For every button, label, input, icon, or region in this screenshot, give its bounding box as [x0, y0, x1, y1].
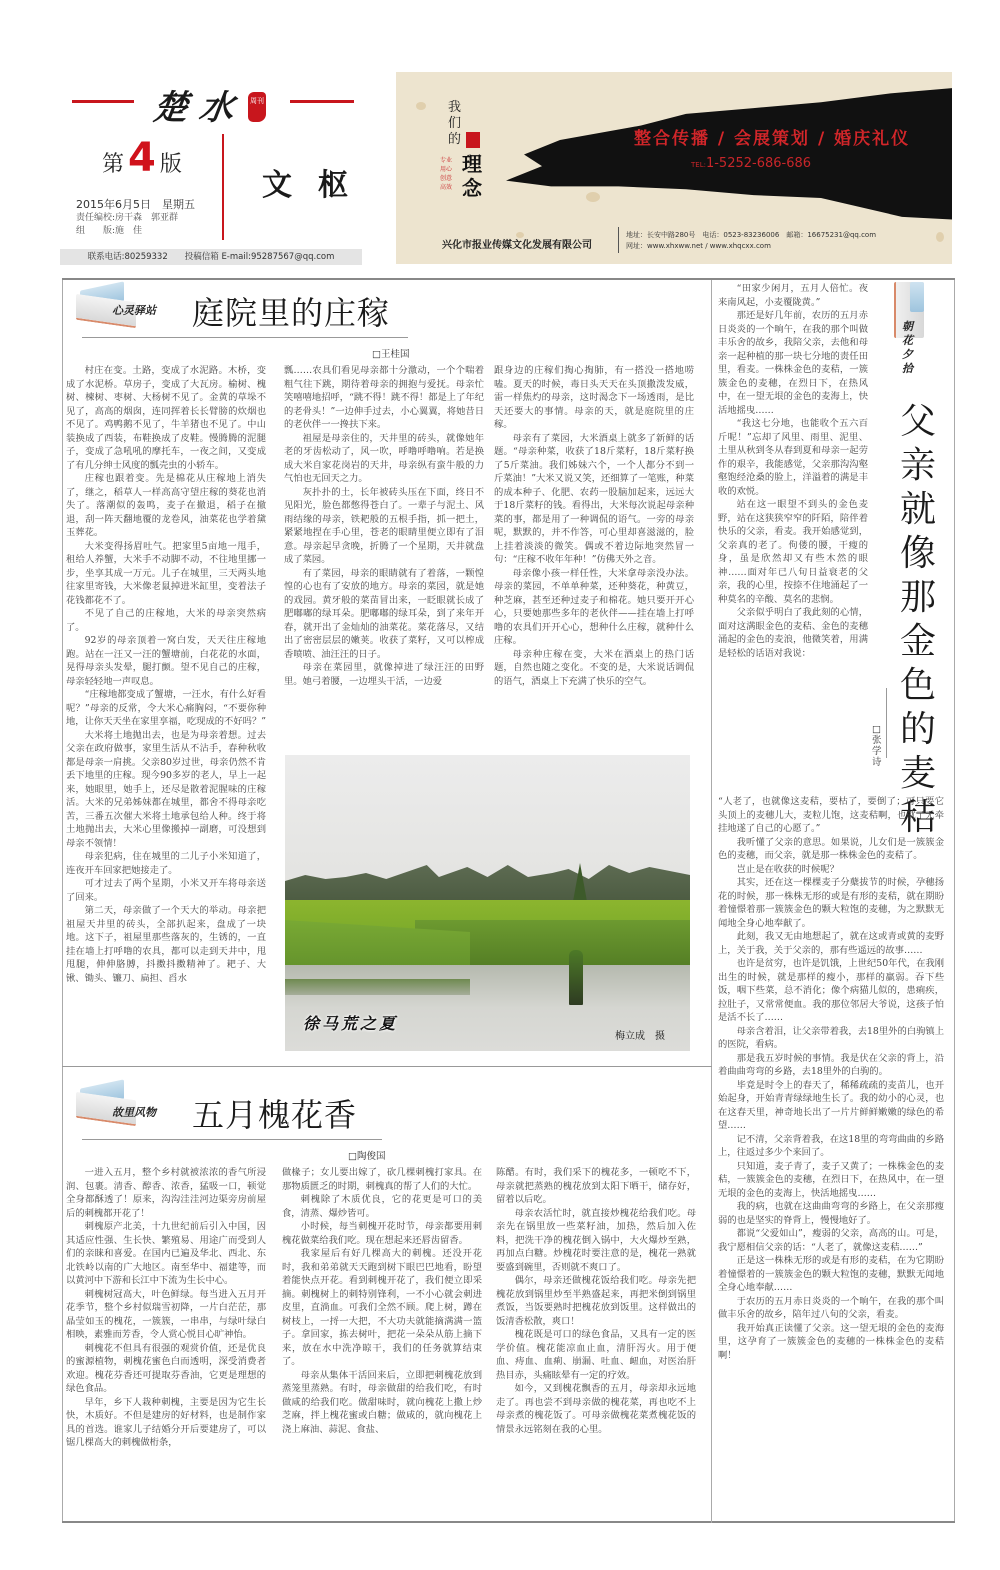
- paragraph: “田家少闲月，五月人倍忙。夜来南风起，小麦覆陇黄。”: [718, 283, 868, 308]
- paper-stain: [586, 192, 600, 202]
- column-kicker-vertical: 朝花夕拾: [902, 320, 913, 375]
- ad-telephone: [691, 156, 811, 171]
- contact-bar: 联系电话:80259332 投稿信箱 E-mail:95287567@qq.com: [60, 249, 362, 265]
- paragraph: “我这七分地，也能收个五六百斤呢！”忘却了风里、雨里、泥里、土里从秋到冬从春到夏和母亲一起劳作的艰辛，我能感觉，父亲那沟沟壑壑饱经沧桑的脸上，洋溢着的满是丰收的欢悦。: [718, 418, 868, 497]
- ad-seal: [466, 132, 480, 148]
- paragraph: 只知道，麦子青了，麦子又黄了；一株株金色的麦秸，一簇簇金色的麦穗，在烈日下，在热风中，在一望无垠的金色的麦海上，快活地摇曳……: [718, 1160, 944, 1199]
- frame-border-left: [62, 280, 63, 1521]
- section-name: 文枢: [262, 168, 374, 203]
- paragraph: 岂止是在收获的时候呢？: [736, 863, 839, 875]
- paragraph: 大米变得扬眉吐气。把家里5亩地一甩手，租给人养蟹，大米手不动脚不动，不往地里挪一步，坐享其成一万元。儿子在城里，三天两头地往家里寄钱，大米像老鼠掉进米缸里，变着法子花钱都花不了。: [66, 540, 266, 606]
- ad-contact-info: [626, 230, 876, 252]
- layout-line: 组 版:施 佳: [76, 226, 143, 236]
- paragraph: 母亲在菜园里，就像掉进了绿汪汪的田野里。她弓着腰，一边埋头干活，一边爱: [284, 662, 484, 687]
- tel-number: 1-5252-686-686: [705, 156, 812, 171]
- paragraph: 陈醋。有时，我们采下的槐花多，一顿吃不下，母亲就把蒸熟的槐花放到太阳下晒干，储存好，留着以后吃。: [496, 1167, 696, 1205]
- ink-brushstroke: [506, 82, 952, 227]
- paragraph: “庄稼地都变成了蟹塘，一汪水，有什么好看呢？”母亲的反常，令大米心痛胸闷，“不要你种地，让你天天坐在家里享福，吃现成的不好吗？”: [66, 689, 266, 727]
- paragraph: 都说“父爱如山”，瘦弱的父亲，高高的山。可是，我宁愿相信父亲的话：“人老了，就像这麦秸……”: [718, 1228, 944, 1253]
- paragraph: 跟身边的庄稼们掏心掏肺，有一搭没一搭地唠嗑。夏天的时候，毒日头天天在头顶撒泼发威，雷一样焦灼的母亲，这时渴念下一场透雨，是比天还要大的事情。母亲的天，就是庭院里的庄稼。: [494, 365, 694, 430]
- paragraph: 刺槐除了木质优良，它的花更是可口的美食，清蒸、爆炒皆可。: [282, 1194, 482, 1219]
- paragraph: 那是我五岁时候的事情。我是伏在父亲的背上，沿着曲曲弯弯的乡路，去18里外的白驹的。: [718, 1052, 944, 1077]
- ad-slogan: 整合传播 / 会展策划 / 婚庆礼仪: [634, 129, 911, 149]
- paragraph: 我听懂了父亲的意思。如果说，儿女们是一簇簇金色的麦穗，而父亲，就是那一株株金色的麦秸了。: [718, 836, 944, 861]
- paragraph: 也许是贫穷，也许是饥饿，上世纪50年代，在我刚出生的时候，就是那样的瘦小，那样的羸弱。吞下些饭，咽下些菜，总不消化；像个病猫儿似的，患痢疾，拉肚子，又常常便血。我的那位邻居大爷说，这孩子怕是活不长了……: [718, 958, 944, 1023]
- article2-column-1: [66, 1166, 266, 1516]
- paper-stain: [416, 102, 426, 110]
- masthead: [62, 72, 392, 262]
- paragraph: 大米将土地抛出去，也是为母亲着想。过去父亲在政府做事，家里生活从不沾手，春种秋收都是母亲一肩挑。父亲80岁过世，母亲仍然不肯丢下地里的庄稼。现今90多岁的老人，早上一起来，她眼里，她手上，还尽是散着泥腥味的庄稼活。大米的兄弟姊妹都在城里，都舍不得母亲吃苦，三番五次催大米将土地承包给人种。终于将土地抛出去，大米心里像搬掉一副磨，可没想到母亲不领情！: [66, 729, 266, 849]
- paragraph: 瓢……农具们看见母亲都十分激动，一个个喘着粗气往下跳，期待着母亲的拥抱与爱抚。母亲忙笑嘻嘻地招呼，“跳不得！跳不得！都是上了年纪的老骨头！”一边伸手过去，小心翼翼，将她昔日的老伙伴一一搀扶下来。: [284, 365, 484, 430]
- paragraph: 刺槐原产北美，十九世纪前后引入中国，因其适应性强、生长快、繁殖易、用途广而受到人们的亲睐和喜爱。在国内已遍及华北、西北、东北铁岭以南的广大地区。南至华中、福建等，而以黄河中下游和长江中下流为生长中心。: [66, 1221, 266, 1286]
- paragraph: 有了菜园，母亲的眼睛就有了着落，一颗惶惶的心也有了安放的地方。母亲的菜园，就是她的戏园。黄牙般的菜苗冒出来，一眨眼就长成了肥嘟嘟的绿耳朵。肥嘟嘟的绿耳朵，到了来年开春，就开出了金灿灿的油菜花。菜花落尽，又结出了密密层层的嫩荚。收获了菜籽，又可以榨成香喷喷、油汪汪的日子。: [284, 567, 484, 660]
- paragraph: 庄稼也跟着变。先是棉花从庄稼地上消失了，继之，稻草人一样高高守望庄稼的葵花也消失了。落潮似的轰鸣，麦子在撤退，稻子在撤退，刮一阵天翻地覆的龙卷风，油菜花也学着黛玉葬花。: [66, 473, 266, 538]
- section-divider: [62, 1066, 712, 1067]
- paragraph: 灰扑扑的土，长年被砖头压在下面，终日不见阳光，脸色都憋得苍白了。一辈子与泥土、风雨结缘的母亲，铁耙般的五根手指，抓一把土，紧紧地捏在手心里，苍老的眼睛里便立即有了泪意。母亲起早贪晚，折腾了一个星期，天井就盘成了菜园。: [284, 486, 484, 565]
- article2-column-3: [496, 1166, 696, 1516]
- photo-reflection: [285, 979, 470, 995]
- paragraph: 母亲像小孩一样任性，大米拿母亲没办法。母亲的菜园，不单单种菜，还种葵花，种黄豆，种芝麻，甚至还种过麦子和棉花。她只要开开心心，只要她那些多年的老伙伴——挂在墙上打呼噜的农具们开开心心，想种什么庄稼，就种什么庄稼。: [494, 567, 694, 646]
- article1-column-2: [284, 364, 484, 744]
- photo-post: [569, 950, 583, 1005]
- paragraph: 祖屋是母亲住的，天井里的砖头，就像她年老的牙齿松动了，风一吹，呼噜呼噜响。若是换成大米自家花岗岩的天井，母亲纵有蛮牛般的力气怕也无回天之力。: [284, 432, 484, 484]
- tel-label: TEL:: [691, 161, 706, 169]
- paragraph: 刺槐树冠高大，叶色鲜绿。每当进入五月开花季节，整个乡村似瑞雪初降，一片白茫茫，那晶莹如玉的槐花，一簇簇，一串串，与绿叶绿白相映，素雅而芳香，令人赏心悦目心旷神怡。: [66, 1288, 266, 1340]
- paragraph: 92岁的母亲顶着一窝白发，天天往庄稼地跑。站在一汪又一汪的蟹塘前，白花花的水面，晃得母亲头发晕，腿打颤。望不见自己的庄稼，母亲轻轻地一声叹息。: [66, 635, 266, 687]
- article3-narrow-column: [718, 282, 868, 762]
- editor-credits: [76, 212, 178, 238]
- masthead-rule-left: [72, 100, 134, 103]
- paragraph: 小时候，每当刺槐开花时节，母亲都要用刺槐花做菜给我们吃。现在想起来还唇齿留香。: [282, 1221, 482, 1246]
- paragraph: 槐花既是可口的绿色食品，又具有一定的医学价值。槐花能凉血止血，清肝泻火。用于便血、痔血、血痢、崩漏、吐血、衄血，对医治肝热目赤，头痛眩晕有一定的疗效。: [496, 1329, 696, 1381]
- column-kicker: 故里风物: [112, 1106, 156, 1119]
- article-byline-vertical: □张学诗: [872, 724, 882, 768]
- article2-column-2: [282, 1166, 482, 1516]
- paragraph: 其实，还在这一棵棵麦子分蘖拔节的时候，孕穗扬花的时候，那一株株无形的或是有形的麦秸，就在期盼着憧憬着那一簇簇金色的颗大粒饱的麦穗，为之默默无闻地全身心地奉献了。: [718, 877, 944, 929]
- paragraph: 父亲似乎明白了我此刻的心情，面对这满眼金色的麦秸、金色的麦穗涌起的金色的麦浪，他微笑着，用满是轻松的话语对我说：: [718, 607, 868, 659]
- paragraph: “人老了，也就像这麦秸，要枯了，要倒了；可只要它头顶上的麦穗儿大，麦粒儿饱，这麦秸啊，也就了无牵挂地遂了自己的心愿了。”: [718, 796, 944, 834]
- ad-motto-red: 专业 用心 创意 高效: [440, 157, 453, 191]
- paper-stain: [936, 232, 944, 242]
- article-title: 五月槐花香: [192, 1096, 358, 1134]
- title-underline: [82, 1139, 382, 1140]
- paragraph: 村庄在变。土路，变成了水泥路。木桥，变成了水泥桥。草房子，变成了大瓦房。榆树、槐树、楝树、枣树、大杨树不见了。金黄的草垛不见了，高高的烟囱，连同挥着长长臂膀的炊烟也不见了。鸡鸭鹅不见了，牛羊猪也不见了。中山装换成了西装，布鞋换成了皮鞋。慢腾腾的泥腿子，变成了急吼吼的摩托车，一夜之间，又变成了有几分绅士风度的瓢壳虫的小轿车。: [66, 365, 266, 471]
- editor-line: 责任编校:房干森 郭亚群: [76, 213, 179, 223]
- ad-divider: [618, 227, 619, 253]
- paragraph: 记不清，父亲背着我，在这18里的弯弯曲曲的乡路上，往返过多少个来回了。: [718, 1133, 944, 1158]
- paragraph: 一进入五月，整个乡村就被浓浓的香气所浸润、包裹。清香、醇香、浓香，猛吸一口，顿觉全身都酥透了！原来，沟沟洼洼河边渠旁房前屋后的刺槐都开花了！: [66, 1167, 266, 1219]
- ad-idea: 理念: [462, 152, 482, 200]
- paragraph: 我家屋后有好几棵高大的刺槐。还没开花时，我和弟弟就天天跑到树下眼巴巴地看，盼望着能快点开花。看到刺槐开花了，我们便立即采摘。刺槐树上的刺特别锋利，一不小心就会刺进皮里，直淌血。可我们全然不顾。爬上树，蹲在树枝上，一捋一大把，不大功夫就能摘满满一篮子。拿回家，拣去树叶，把花一朵朵从筋上摘下来，放在水中洗净晾干，我们的任务就算结束了。: [282, 1248, 482, 1367]
- masthead-divider: [222, 134, 224, 240]
- paragraph: 早年，乡下人栽种刺槐，主要是因为它生长快，木质好。不但是建房的好材料，也是制作家具的首选。谁家儿子结婚分开后要建房了，可以锯几棵高大的刺槐做桁条，: [66, 1396, 266, 1448]
- article-byline: □陶俊国: [348, 1151, 386, 1162]
- advertisement-banner[interactable]: [396, 72, 952, 264]
- paragraph: 偶尔，母亲还做槐花饭给我们吃。母亲先把槐花放到锅里炒至半熟盛起来，再把米倒到锅里煮饭，当饭要熟时把槐花放到饭里。这样做出的饭清香松散，爽口！: [496, 1275, 696, 1327]
- paragraph: 可才过去了两个星期，小米又开车将母亲送了回来。: [66, 878, 266, 903]
- paragraph: 做椽子；女儿要出嫁了，砍几棵刺槐打家具。在那物质匮乏的时期，刺槐真的帮了人们的大忙。: [282, 1167, 482, 1192]
- column-divider: [711, 280, 712, 1523]
- paragraph: 于农历的五月赤日炎炎的一个晌午，在我的那个叫做丰乐舍的故乡，陪年过八旬的父亲，看麦。: [718, 1295, 944, 1320]
- landscape-photo: [285, 755, 690, 1051]
- article1-column-3: [494, 364, 694, 744]
- paragraph: 母亲含着泪，让父亲带着我，去18里外的白驹镇上的医院，看病。: [718, 1025, 944, 1050]
- paragraph: 母亲农活忙时，就直接炒槐花给我们吃。母亲先在锅里放一些菜籽油，加热，然后加入佐料，把洗干净的槐花倒入锅中，大火爆炒至熟，再加点白糖。炒槐花时要注意的是，槐花一熟就要盛到碗里，否则就不爽口了。: [496, 1207, 696, 1273]
- ad-company: 兴化市报业传媒文化发展有限公司: [442, 240, 592, 251]
- edition-number: 4: [128, 135, 156, 181]
- ad-address: 地址：长安中路280号 电话：0523-83236006 邮箱：16675231@qq.com: [626, 231, 877, 239]
- paragraph: 我开始真正读懂了父亲。这一望无垠的金色的麦海里，这孕育了一簇簇金色的麦穗的一株株金色的麦秸啊！: [718, 1322, 944, 1361]
- photo-caption: 徐马荒之夏: [303, 1014, 399, 1033]
- column-kicker: 心灵驿站: [112, 304, 156, 317]
- paragraph: 正是这一株株无形的或是有形的麦秸，在为它期盼着憧憬着的一簇簇金色的颗大粒饱的麦穗，默默无闻地全身心地奉献……: [718, 1255, 944, 1293]
- edition-suffix: 版: [159, 152, 182, 177]
- article-title-vertical: 父亲就像那金色的麦秸: [899, 401, 936, 838]
- paragraph: 母亲种庄稼在变，大米在酒桌上的热门话题，自然也随之变化。不变的是，大米说话调侃的语气，酒桌上下充满了快乐的空气。: [494, 648, 694, 687]
- paragraph: 如今，又到槐花飘香的五月，母亲却永远地走了。再也尝不到母亲做的槐花菜，再也吃不上母亲煮的槐花饭了。可母亲做槐花菜煮槐花饭的情景永远铭刻在我的心里。: [496, 1383, 696, 1435]
- paragraph: 此刻，我又无由地想起了，就在这或青或黄的麦野上，关于我，关于父亲的，那有些遥远的故事……: [718, 931, 944, 956]
- paragraph: 毕竟是时令上的春天了，稀稀疏疏的麦苗儿，也开始起身，开始青青绿绿地生长了。我的幼小的心灵，也在这春天里，神奇地长出了一片片鲜鲜嫩嫩的绿色的希望……: [718, 1079, 944, 1131]
- edition-prefix: 第: [102, 152, 125, 177]
- masthead-rule-right: [290, 100, 354, 103]
- paragraph: 母亲从集体干活回来后，立即把刺槐花放到蒸笼里蒸熟。有时，母亲做甜的给我们吃，有时做咸的给我们吃。做甜味时，就向槐花上撒上炒芝麻，拌上槐花蜜或白糖；做咸的，就向槐花上浇上麻油、蒜泥、食盐、: [282, 1369, 482, 1435]
- paragraph: 第二天，母亲做了一个天大的举动。母亲把祖屋天井里的砖头，全部扒起来，盘成了一块地。这下子，祖屋里那些落灰的，生锈的，一直挂在墙上打呼噜的农具，都可以走到天井中，甩甩腿，伸伸胳膊，抖擞抖擞精神了。耙子、大锹、锄头、镰刀、扁担、舀水: [66, 905, 266, 984]
- paragraph: 母亲有了菜园，大米酒桌上就多了新鲜的话题。“母亲种菜，收获了18斤菜籽，18斤菜籽换了5斤菜油。我们姊妹六个，一个人都分不到一斤菜油！”大米又说又笑，还细算了一笔账，种菜的成本种子、化肥、农药一股脑加起来，远远大于18斤菜籽的钱。看得出，大米每次说起母亲种菜的事，都是用了一种调侃的语气。一旁的母亲呢，默默的，并不作答，可心里却喜滋滋的，脸上挂着淡淡的微笑。偶或不着边际地突然冒一句：“庄稼不收年年种！”仿佛天外之音。: [494, 432, 694, 565]
- ad-website: 网址：www.xhxww.net / www.xhqcxx.com: [626, 242, 771, 250]
- byline-rule: [886, 688, 887, 758]
- brand-logo: 楚水: [150, 88, 249, 128]
- article1-column-1: [66, 364, 266, 1056]
- paragraph: 刺槐花不但具有很强的观赏价值，还是优良的蜜源植物，刺槐花蜜色白而透明，深受消费者欢迎。槐花芬香还可提取芬香油，它更是理想的绿色食品。: [66, 1342, 266, 1394]
- frame-border-right: [954, 280, 955, 1521]
- issue-date: 2015年6月5日 星期五: [76, 198, 195, 211]
- paragraph: 我的病，也就在这曲曲弯弯的乡路上，在父亲那瘦弱的也是坚实的脊背上，慢慢地好了。: [718, 1201, 944, 1226]
- brand-seal: 周刊: [248, 92, 266, 122]
- paragraph: 母亲犯病，住在城里的二儿子小米知道了，连夜开车回家把她接走了。: [66, 851, 266, 876]
- article-byline: □王桂国: [372, 349, 410, 360]
- photo-credit: 梅立成 摄: [615, 1031, 665, 1042]
- article3-wide-column: [718, 795, 944, 1519]
- edition-label: [102, 135, 182, 181]
- paragraph: 那还是好几年前，农历的五月赤日炎炎的一个晌午，在我的那个叫做丰乐舍的故乡，我陪父亲，去他和母亲一起种植的那一块七分地的责任田里，看麦。一株株金色的麦秸，一簇簇金色的麦穗，在烈日下，在热风中，在一望无垠的金色的麦海上，快活地摇曳……: [718, 310, 868, 416]
- paragraph: 不见了自己的庄稼地，大米的母亲突然病了。: [66, 608, 266, 633]
- ad-motto: 我们的: [448, 100, 462, 147]
- article-title: 庭院里的庄稼: [192, 294, 391, 332]
- paragraph: 站在这一眼望不到头的金色麦野，站在这狭狭窄窄的阡陌，陪伴着快乐的父亲，看麦。我开始感觉到，父亲真的老了。佝偻的腰，干瘦的身，虽是欣然却又有些木然的眼神……面对年已八旬日益衰老的父亲，我的心里，按捺不住地涌起了一种莫名的辛酸、莫名的悲悯。: [718, 499, 868, 605]
- title-underline: [82, 337, 408, 338]
